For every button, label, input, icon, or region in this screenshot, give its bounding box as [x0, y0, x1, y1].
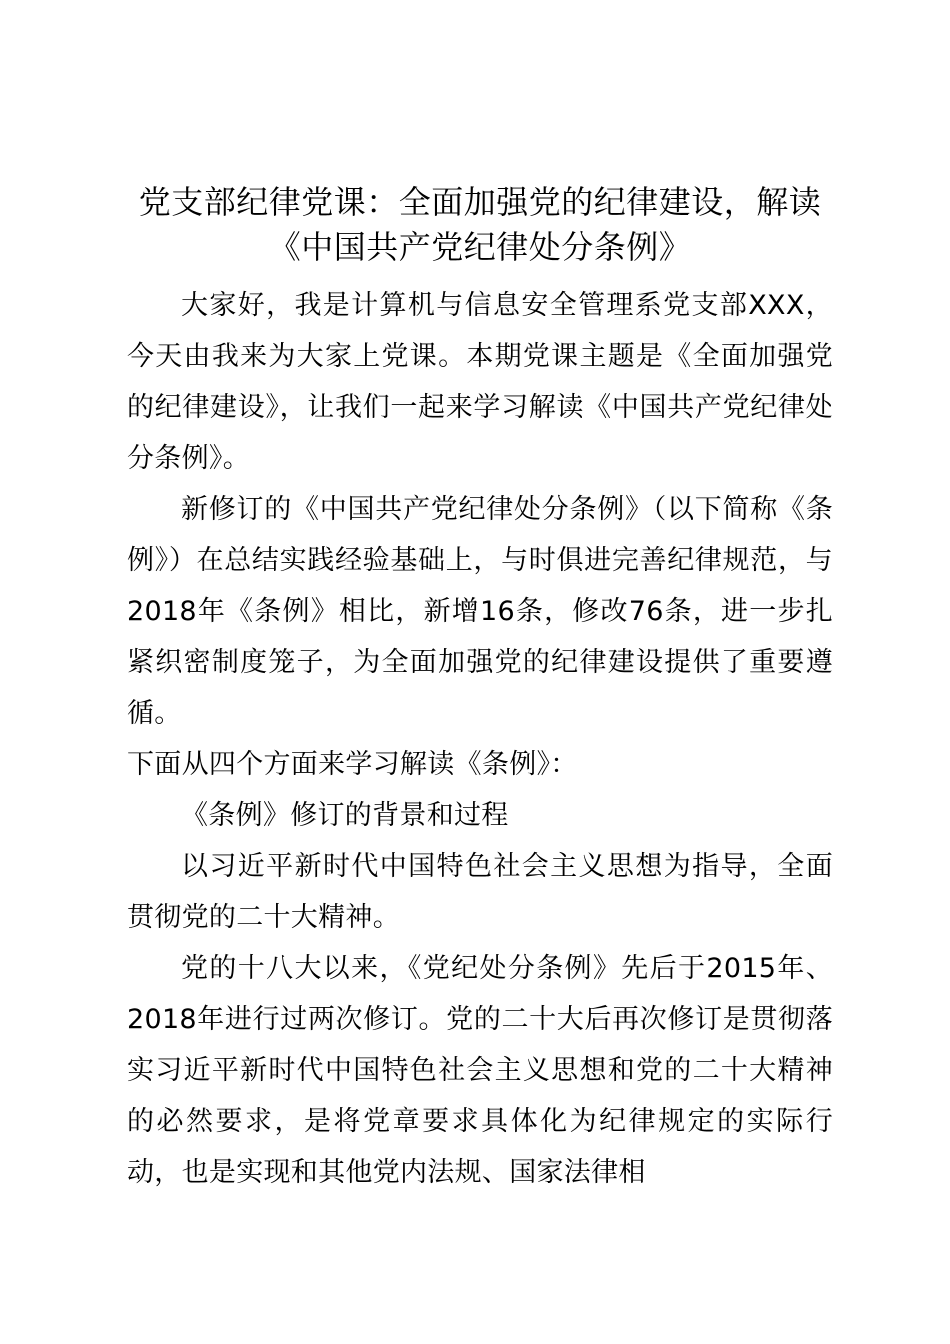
paragraph-guiding-thought: 以习近平新时代中国特色社会主义思想为指导，全面贯彻党的二十大精神。 — [127, 851, 833, 933]
paragraph-revision-summary: 新修订的《中国共产党纪律处分条例》（以下简称《条例》）在总结实践经验基础上，与时俱进完善纪律规范，与2018年《条例》相比，新增16条，修改76条，进一步扎紧织密制度笼子，为全面加强党的纪律建设提供了重要遵循。 — [127, 494, 833, 729]
document-body — [127, 280, 833, 1198]
section-heading-background: 《条例》修订的背景和过程 — [181, 800, 509, 831]
paragraph-revision-history: 党的十八大以来，《党纪处分条例》先后于2015年、2018年进行过两次修订。党的二十大后再次修订是贯彻落实习近平新时代中国特色社会主义思想和党的二十大精神的必然要求，是将党章要求具体化为纪律规定的实际行动，也是实现和其他党内法规、国家法律相 — [127, 953, 833, 1188]
document-title: 党支部纪律党课：全面加强党的纪律建设，解读《中国共产党纪律处分条例》 — [138, 183, 822, 266]
paragraph-greeting: 大家好，我是计算机与信息安全管理系党支部XXX，今天由我来为大家上党课。本期党课主题是《全面加强党的纪律建设》，让我们一起来学习解读《中国共产党纪律处分条例》。 — [127, 290, 833, 474]
paragraph-outline-intro: 下面从四个方面来学习解读《条例》： — [127, 749, 578, 780]
